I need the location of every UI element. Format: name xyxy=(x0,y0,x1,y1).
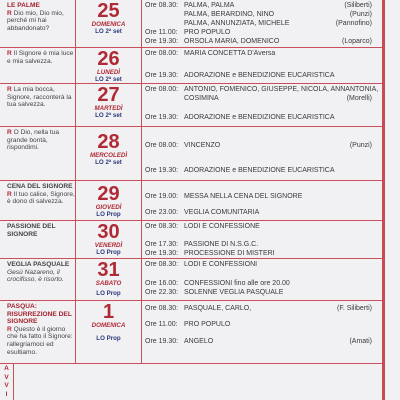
mass-time: Ore 19.30: xyxy=(145,338,179,345)
mass-entry xyxy=(145,29,380,37)
mass-list xyxy=(145,84,382,126)
mass-time: Ore 08.30: xyxy=(145,223,179,230)
mass-list xyxy=(145,0,382,47)
mass-family: (Loparco) xyxy=(342,38,372,45)
mass-intention: ANGELO xyxy=(184,338,214,345)
mass-intention: LODI E CONFESSIONE xyxy=(184,223,260,230)
mass-intention: PALMA, BERARDINO, NINO xyxy=(184,11,275,18)
calendar-border xyxy=(382,0,385,400)
mass-time: Ore 08.00: xyxy=(145,86,179,93)
response-marker: R xyxy=(7,190,12,198)
mass-entry xyxy=(145,305,380,313)
mass-intention: CONFESSIONI fino alle ore 20.00 xyxy=(184,280,290,287)
mass-family: (Amati) xyxy=(349,338,372,345)
mass-time: Ore 16.00: xyxy=(145,280,179,287)
mass-intention: PALMA, PALMA xyxy=(184,2,235,9)
mass-entry xyxy=(145,38,380,46)
day-name: GIOVEDÌ xyxy=(95,204,122,211)
day-row xyxy=(0,259,382,301)
mass-intention: PALMA, ANNUNZIATA, MICHELE xyxy=(184,20,290,27)
liturgy-title: CENA DEL SIGNORE xyxy=(7,183,73,190)
mass-time: Ore 08.00: xyxy=(145,50,179,57)
response-marker: R xyxy=(7,86,12,93)
liturgy-cell xyxy=(0,84,76,126)
mass-time: Ore 22.30: xyxy=(145,289,179,296)
day-name: MERCOLEDÌ xyxy=(89,152,128,159)
response-marker: R xyxy=(7,325,12,333)
date-cell xyxy=(76,127,142,180)
day-row xyxy=(0,221,382,259)
mass-list xyxy=(145,221,382,258)
mass-time: Ore 19.00: xyxy=(145,193,179,200)
mass-time: Ore 11.00: xyxy=(145,29,178,36)
day-number: 29 xyxy=(97,183,120,205)
mass-time: Ore 08.30: xyxy=(145,2,179,9)
date-cell xyxy=(76,48,142,83)
response-marker: R xyxy=(7,129,12,136)
date-cell xyxy=(76,84,142,126)
mass-entry xyxy=(145,261,380,269)
mass-intention: VINCENZO xyxy=(184,142,221,149)
liturgy-week: LO Prop xyxy=(96,335,121,342)
mass-time: Ore 19.30: xyxy=(145,167,179,174)
date-cell xyxy=(76,221,142,258)
day-name: LUNEDÌ xyxy=(96,69,121,76)
mass-family: (Punzi) xyxy=(349,11,372,18)
mass-entry xyxy=(145,50,380,58)
liturgy-week: LO 2ª set xyxy=(95,76,122,83)
mass-family: (Morelli) xyxy=(346,95,372,102)
day-number: 30 xyxy=(97,221,120,243)
day-name: DOMENICA xyxy=(91,322,126,329)
liturgy-title: PASSIONE DEL SIGNORE xyxy=(7,223,56,238)
date-cell xyxy=(76,0,142,47)
mass-time: Ore 23.00: xyxy=(145,209,179,216)
liturgy-cell xyxy=(0,301,76,363)
date-cell xyxy=(76,259,142,300)
date-cell xyxy=(76,181,142,220)
liturgy-cell xyxy=(0,48,76,83)
avvisi-text: A V V I xyxy=(4,365,9,398)
liturgy-response: Dio mio, Dio mio, perché mi hai abbandonato? xyxy=(7,9,64,32)
day-number: 1 xyxy=(102,301,115,323)
liturgy-week: LO Prop xyxy=(96,249,121,256)
day-number: 25 xyxy=(97,0,120,22)
mass-intention: SOLENNE VEGLIA PASQUALE xyxy=(184,289,284,296)
mass-entry xyxy=(145,241,380,249)
mass-intention: MESSA NELLA CENA DEL SIGNORE xyxy=(184,193,303,200)
day-name: MARTEDÌ xyxy=(94,105,123,112)
mass-intention: ADORAZIONE e BENEDIZIONE EUCARISTICA xyxy=(184,72,335,79)
liturgy-response: Gesù Nazareno, il crocifisso, è risorto. xyxy=(7,268,64,284)
mass-time: Ore 08.30: xyxy=(145,305,179,312)
day-row xyxy=(0,301,382,364)
mass-family: (Punzi) xyxy=(349,142,372,149)
liturgy-response: O Dio, nella tua grande bontà, rispondimi. xyxy=(7,129,60,152)
liturgy-response: Il tuo calice, Signore, è dono di salvezza. xyxy=(7,190,75,206)
response-marker: R xyxy=(7,50,12,57)
mass-entry xyxy=(145,167,380,175)
day-row xyxy=(0,181,382,221)
liturgy-title: LE PALME xyxy=(7,2,40,9)
liturgy-response: La mia bocca, Signore, racconterà la tua salvezza. xyxy=(7,86,72,109)
mass-entry xyxy=(145,114,380,122)
mass-time: Ore 19.30: xyxy=(145,114,179,121)
mass-time: Ore 19.30: xyxy=(145,250,179,257)
mass-time: Ore 19.30: xyxy=(145,38,179,45)
mass-entry xyxy=(145,338,380,346)
mass-entry xyxy=(145,280,380,288)
day-row xyxy=(0,0,382,48)
liturgy-cell xyxy=(0,127,76,180)
mass-intention: PRO POPULO xyxy=(184,29,231,36)
liturgy-cell xyxy=(0,181,76,220)
liturgy-title: VEGLIA PASQUALE xyxy=(7,261,70,268)
mass-entry xyxy=(145,223,380,231)
mass-intention: ADORAZIONE e BENEDIZIONE EUCARISTICA xyxy=(184,114,335,121)
mass-list xyxy=(145,181,382,220)
liturgy-week: LO Prop xyxy=(96,290,121,297)
mass-family: (F. Siliberti) xyxy=(336,305,372,312)
day-row xyxy=(0,127,382,181)
liturgy-cell xyxy=(0,259,76,300)
mass-intention: VEGLIA COMUNITARIA xyxy=(184,209,260,216)
mass-entry xyxy=(145,72,380,80)
mass-time: Ore 17.30: xyxy=(145,241,179,248)
mass-entry xyxy=(145,193,380,201)
mass-time: Ore 08.30: xyxy=(145,261,179,268)
day-name: SABATO xyxy=(95,280,122,287)
mass-entry xyxy=(145,289,380,297)
day-number: 27 xyxy=(97,84,120,106)
mass-entry xyxy=(145,20,380,28)
mass-time: Ore 08.00: xyxy=(145,142,179,149)
mass-entry xyxy=(145,2,380,10)
day-name: VENERDÌ xyxy=(94,242,123,249)
liturgy-response: Questo è il giorno che ha fatto il Signore: rallegriamoci ed esultiamo. xyxy=(7,325,73,356)
liturgy-week: LO Prop xyxy=(96,211,121,218)
mass-intention: PRO POPULO xyxy=(184,321,231,328)
mass-list xyxy=(145,259,382,300)
mass-entry xyxy=(145,321,380,329)
mass-list xyxy=(145,48,382,83)
day-name: DOMENICA xyxy=(91,21,126,28)
mass-entry xyxy=(145,86,380,94)
mass-intention: PASQUALE, CARLO, xyxy=(184,305,252,312)
liturgy-week: LO 2ª set xyxy=(95,28,122,35)
mass-intention: ORSOLA MARIA, DOMENICO xyxy=(184,38,280,45)
mass-intention: LODI E CONFESSIONI xyxy=(184,261,258,268)
mass-list xyxy=(145,301,382,363)
liturgy-week: LO 2ª set xyxy=(95,112,122,119)
mass-entry xyxy=(145,11,380,19)
mass-family: (Pannofino) xyxy=(335,20,372,27)
mass-list xyxy=(145,127,382,180)
mass-intention: ANTONIO, FOMENICO, GIUSEPPE, NICOLA, ANNANTONIA, xyxy=(184,86,379,93)
mass-time: Ore 11.00: xyxy=(145,321,178,328)
liturgy-response: Il Signore è mia luce e mia salvezza. xyxy=(7,50,74,65)
day-number: 26 xyxy=(97,48,120,70)
liturgy-cell xyxy=(0,0,76,47)
liturgy-week: LO 2ª set xyxy=(95,159,122,166)
mass-entry xyxy=(145,142,380,150)
mass-intention: MARIA CONCETTA D'Aversa xyxy=(184,50,276,57)
mass-family: (Siliberti) xyxy=(344,2,372,9)
liturgy-title: PASQUA: RISURREZIONE DEL SIGNORE xyxy=(7,303,72,326)
mass-intention: PASSIONE DI N.S.G.C. xyxy=(184,241,259,248)
date-cell xyxy=(76,301,142,363)
mass-entry xyxy=(145,250,380,258)
mass-intention: COSIMINA xyxy=(184,95,219,102)
response-marker: R xyxy=(7,9,12,17)
mass-time: Ore 19.30: xyxy=(145,72,179,79)
liturgy-cell xyxy=(0,221,76,258)
day-number: 28 xyxy=(97,131,120,153)
mass-intention: PROCESSIONE DI MISTERI xyxy=(184,250,275,257)
mass-entry xyxy=(145,209,380,217)
mass-intention: ADORAZIONE e BENEDIZIONE EUCARISTICA xyxy=(184,167,335,174)
mass-entry xyxy=(145,95,380,103)
day-number: 31 xyxy=(97,259,120,281)
avvisi-label xyxy=(0,364,14,400)
day-row xyxy=(0,84,382,127)
day-row xyxy=(0,48,382,84)
